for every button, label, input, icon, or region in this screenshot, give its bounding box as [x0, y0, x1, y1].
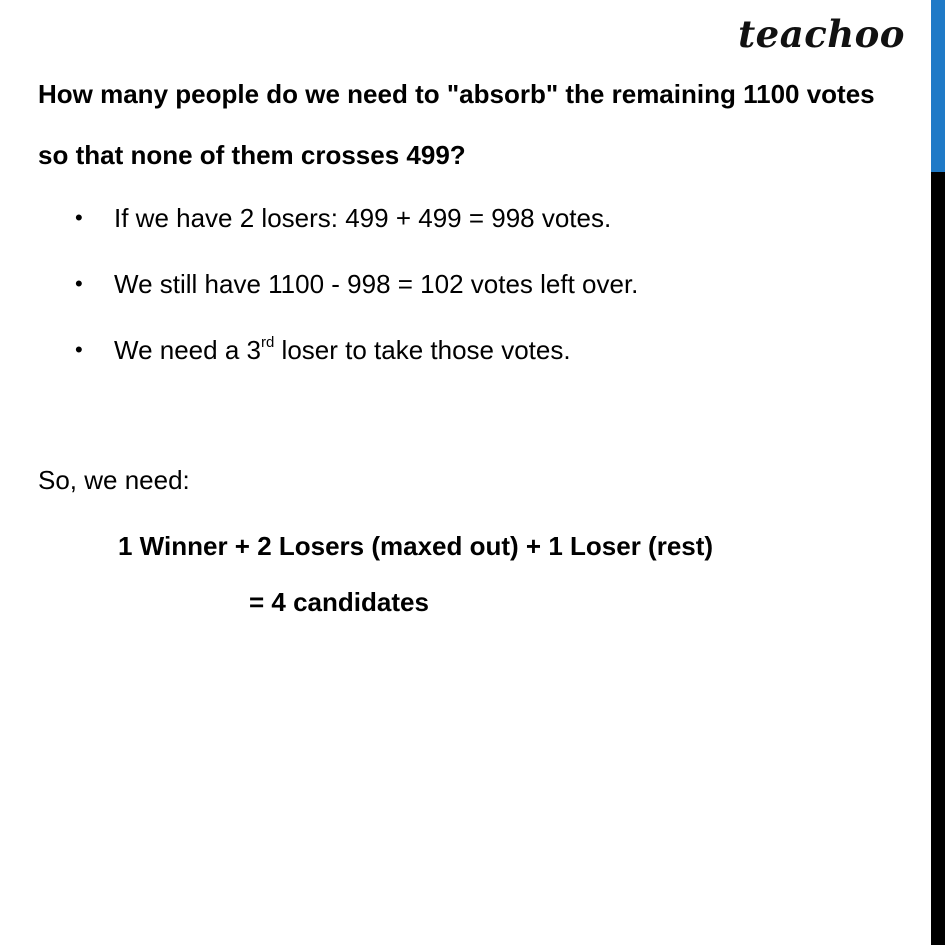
bullet-text: If we have 2 losers: 499 + 499 = 998 votes.: [114, 203, 612, 233]
conclusion-equation: 1 Winner + 2 Losers (maxed out) + 1 Loser (rest): [118, 531, 714, 561]
bullet-item: [75, 260, 638, 326]
bullet-icon: •: [75, 205, 83, 230]
bullet-text: [114, 335, 571, 365]
right-sidebar-bar: [931, 0, 945, 945]
ordinal-superscript: rd: [260, 334, 275, 351]
bullet-text-after: loser to take those votes.: [274, 335, 571, 365]
question-heading: How many people do we need to "absorb" the remaining 1100 votes so that none of them crosses 499?: [38, 79, 875, 170]
bullet-item: [75, 194, 638, 260]
conclusion-intro: So, we need:: [38, 465, 190, 495]
bullet-item: [75, 326, 638, 392]
teachoo-logo: teachoo: [738, 12, 905, 56]
bullet-list: [75, 194, 638, 392]
bullet-text: We still have 1100 - 998 = 102 votes left over.: [114, 269, 639, 299]
conclusion-result: = 4 candidates: [249, 587, 429, 617]
sidebar-accent-bar: [931, 0, 945, 172]
bullet-icon: •: [75, 271, 83, 296]
bullet-text-before: We need a 3: [114, 335, 261, 365]
bullet-icon: •: [75, 337, 83, 362]
